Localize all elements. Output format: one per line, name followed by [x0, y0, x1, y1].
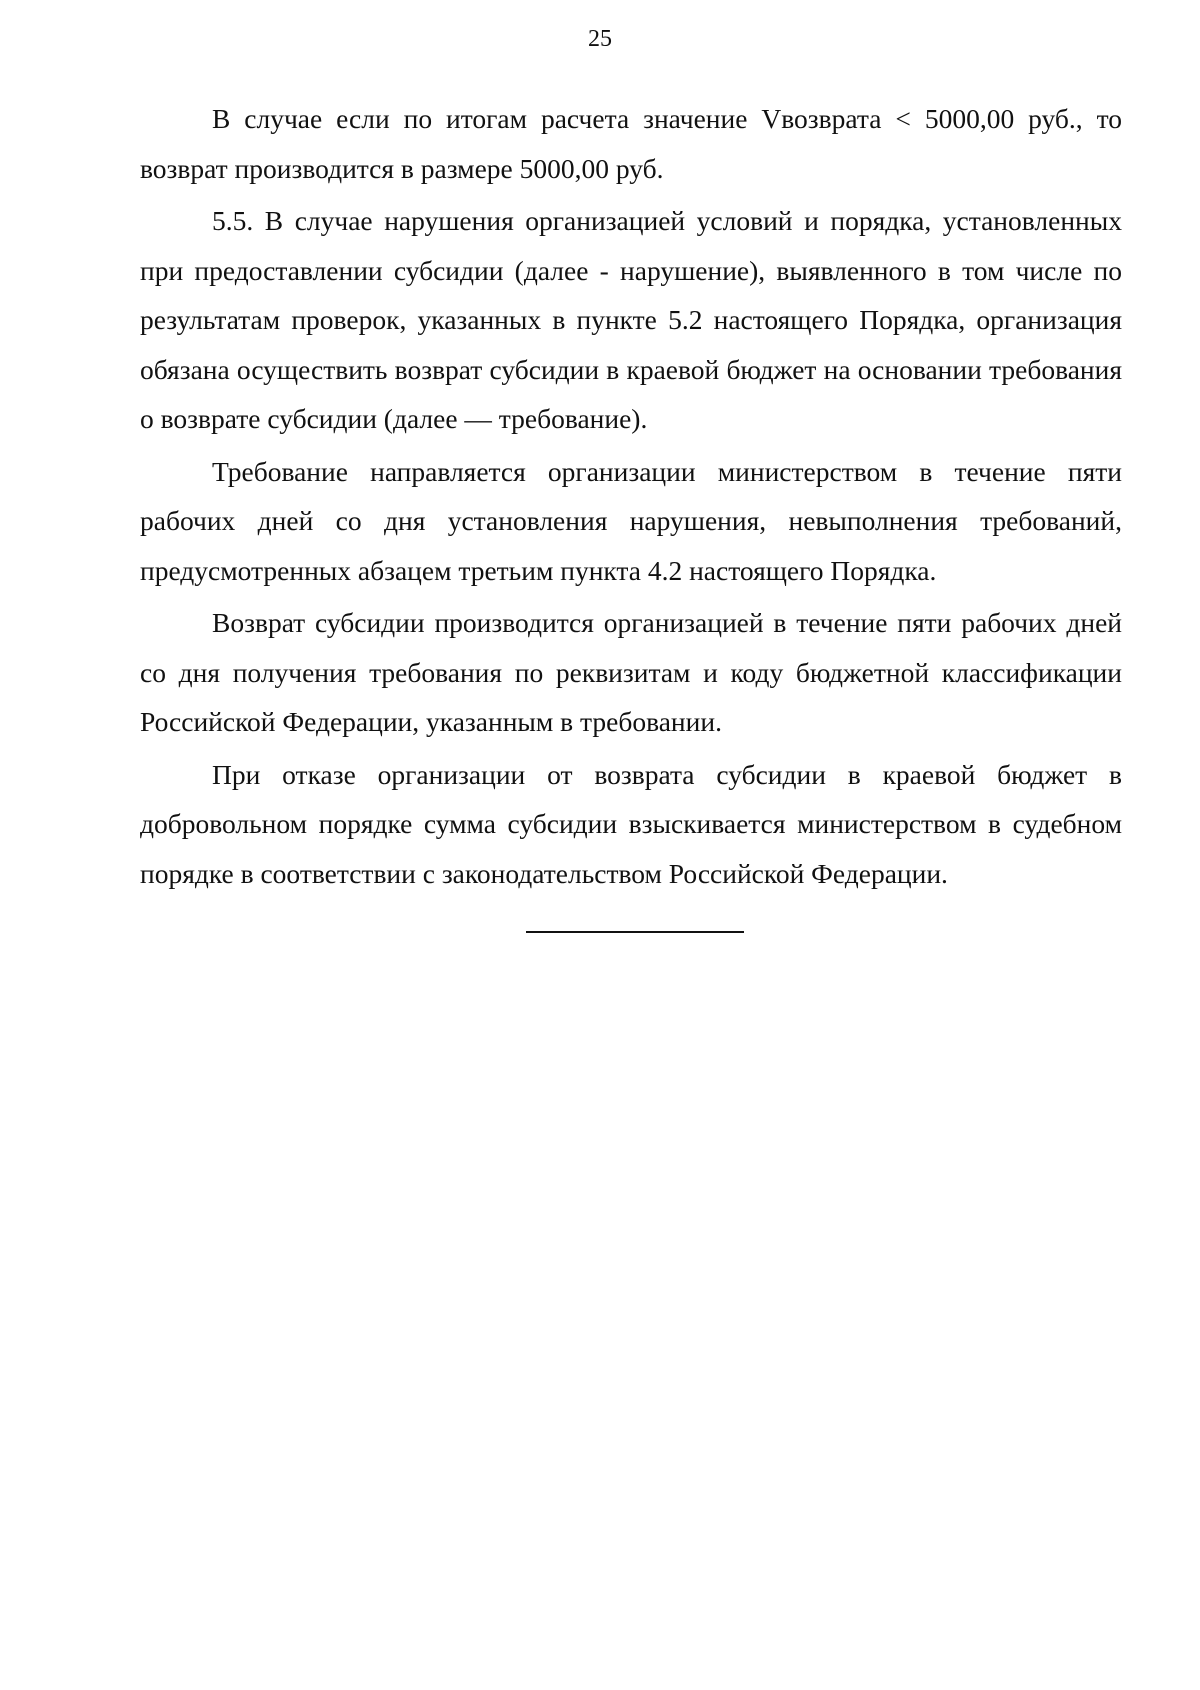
- end-divider-line: [526, 931, 744, 933]
- document-body: [140, 94, 1122, 901]
- paragraph-5-5-violation: 5.5. В случае нарушения организацией условий и порядка, установленных при предоставлении субсидии (далее - нарушение), выявленного в том числе по результатам проверок, указанных в пункте 5.2 настоящего Порядка, организация обязана осуществить возврат субсидии в краевой бюджет на основании требования о возврате субсидии (далее — требование).: [140, 205, 1122, 434]
- paragraph-refund-term: Возврат субсидии производится организацией в течение пяти рабочих дней со дня получения требования по реквизитам и коду бюджетной классификации Российской Федерации, указанным в требовании.: [140, 607, 1122, 737]
- paragraph-requirement-sent: Требование направляется организации министерством в течение пяти рабочих дней со дня установления нарушения, невыполнения требований, предусмотренных абзацем третьим пункта 4.2 настоящего Порядка.: [140, 455, 1122, 586]
- page-number: 25: [588, 26, 612, 52]
- paragraph-refusal-recovery: При отказе организации от возврата субсидии в краевой бюджет в добровольном порядке сумма субсидии взыскивается министерством в судебном порядке в соответствии с законодательством Российской Федерации.: [140, 758, 1122, 889]
- paragraph-refund-minimum: В случае если по итогам расчета значение Vвозврата < 5000,00 руб., то возврат производится в размере 5000,00 руб.: [140, 103, 1122, 184]
